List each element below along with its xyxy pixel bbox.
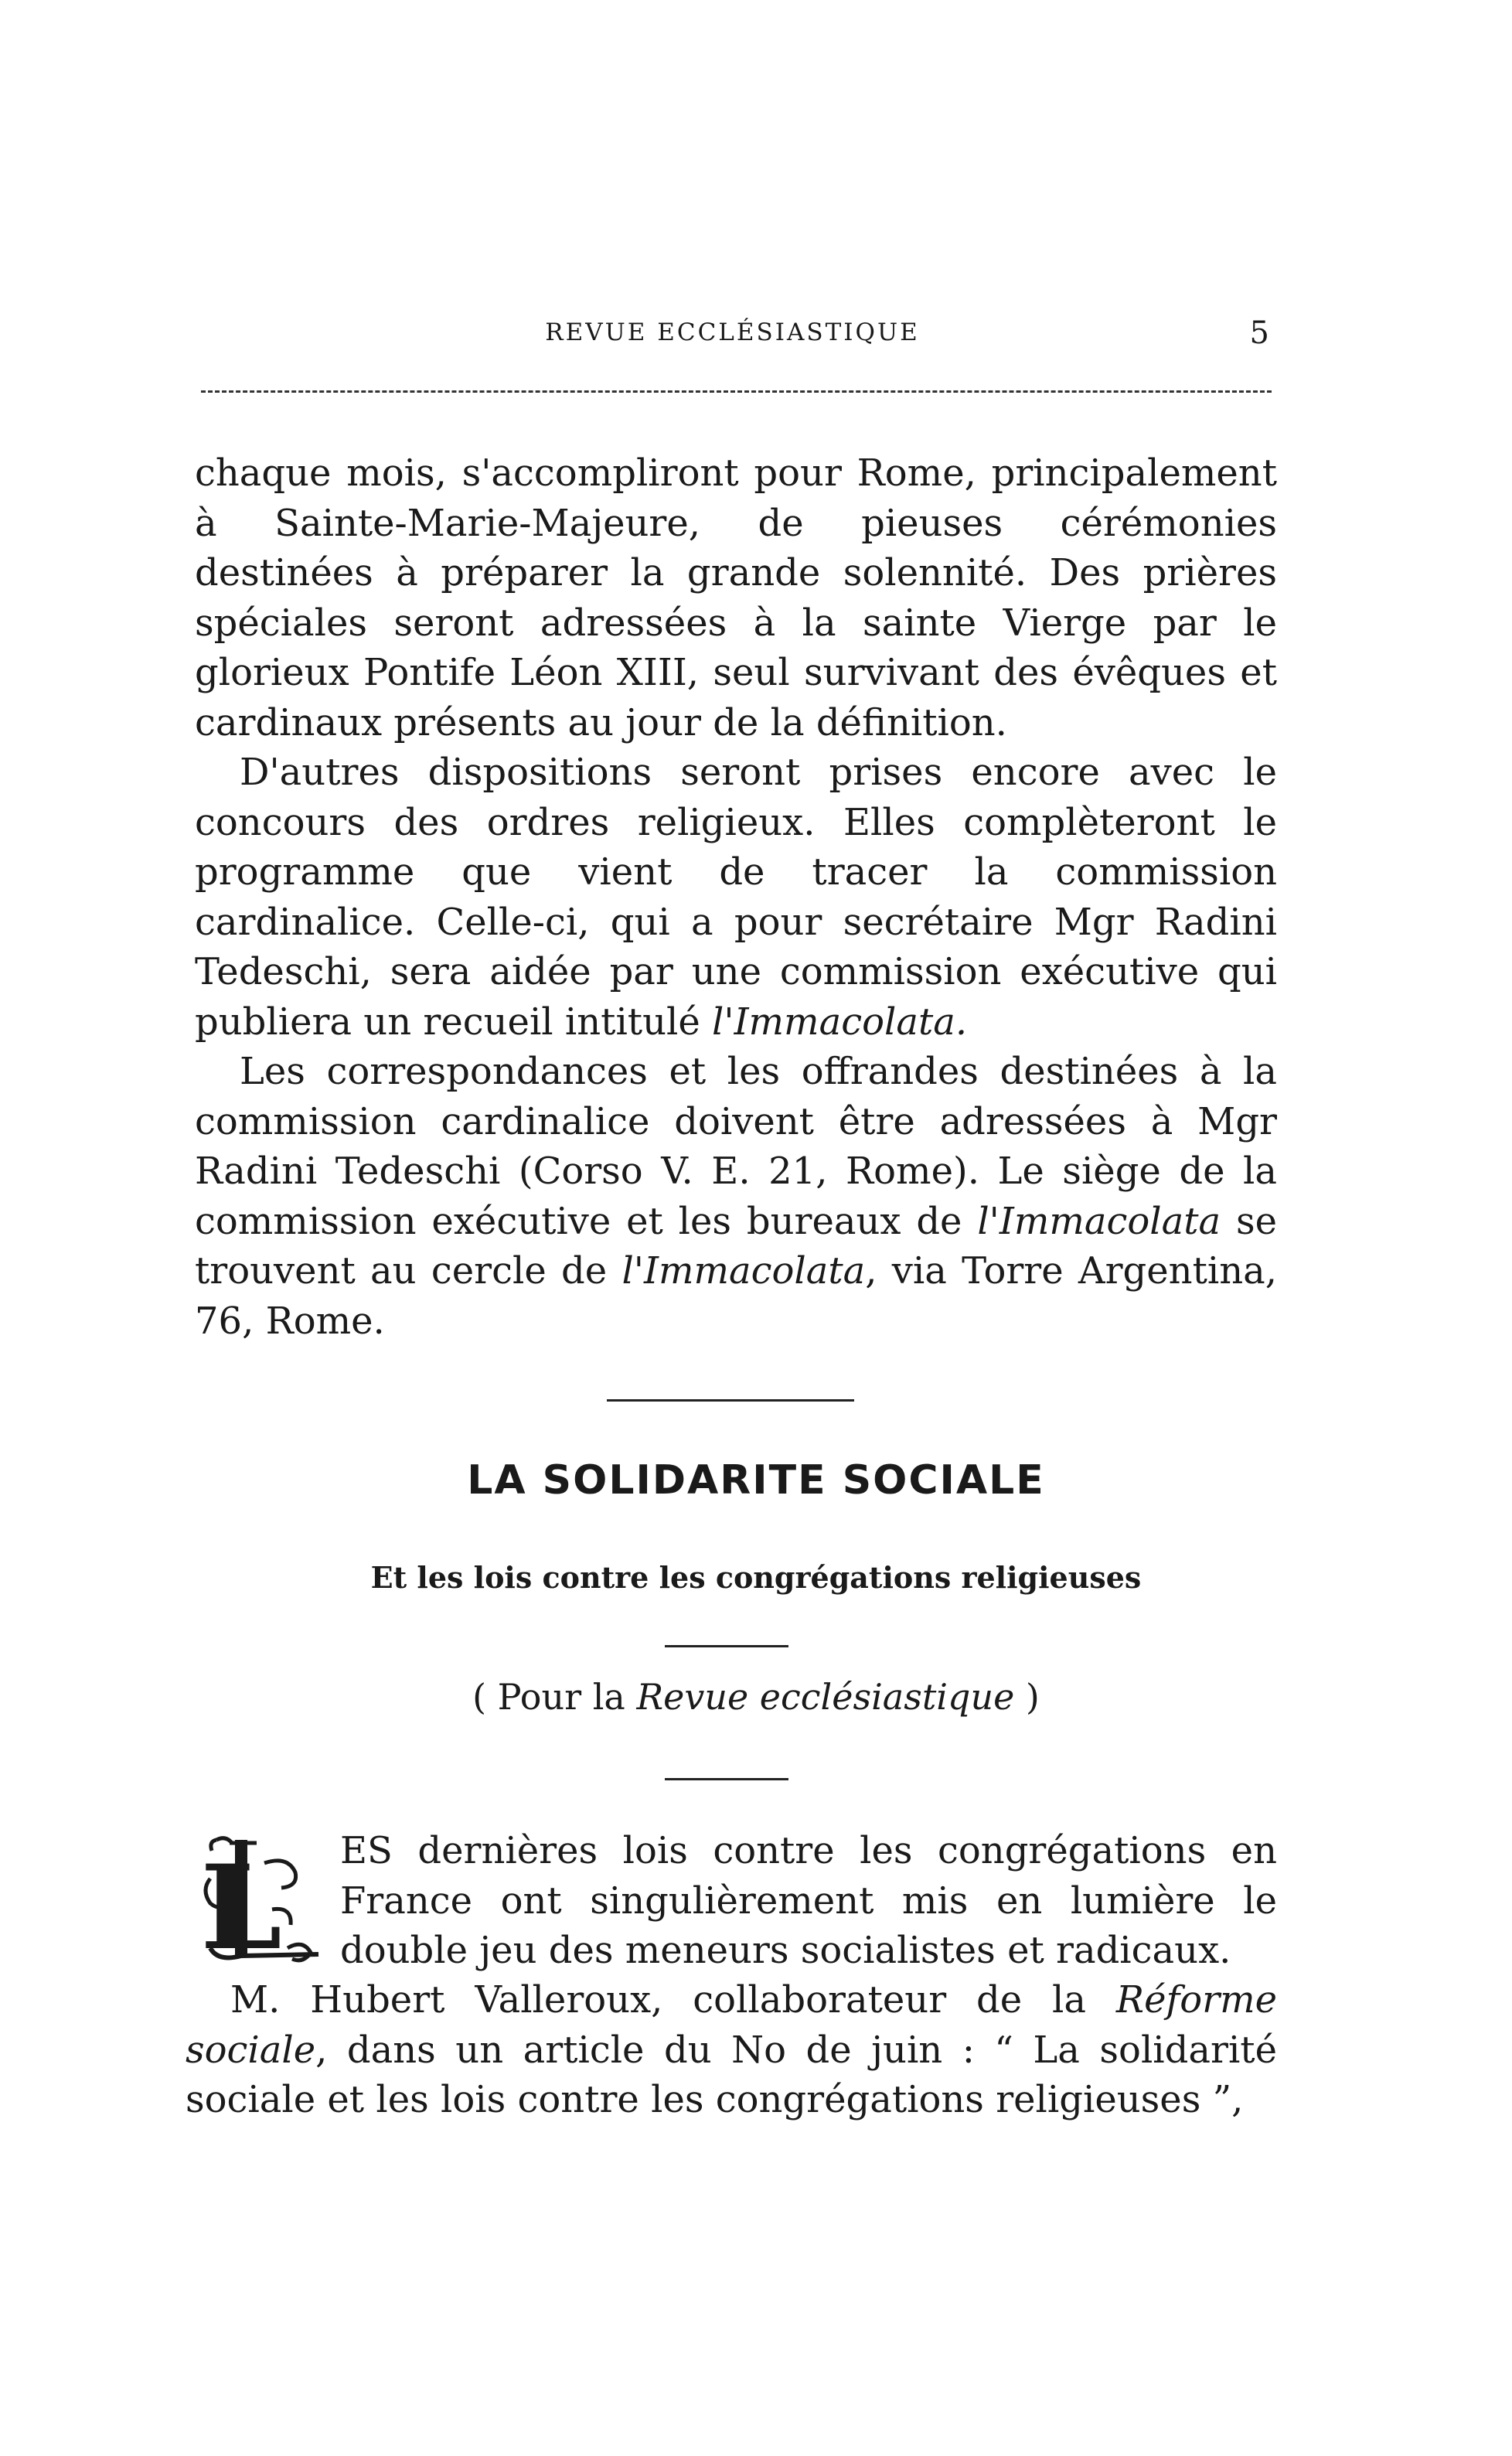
attribution-italic: Revue ecclésiastique xyxy=(636,1676,1015,1718)
article-paragraph-2-italic: Réforme sociale xyxy=(186,1978,1277,2072)
article-paragraph-2-text-a: M. Hubert Valleroux, collaborateur de la xyxy=(230,1978,1116,2022)
attribution xyxy=(0,1676,1512,1718)
opening-paragraph: ES dernières lois contre les congrégations en France ont singulièrement mis en lumière le double jeu des meneurs socialistes et radicaux. xyxy=(340,1829,1277,1972)
ornamental-dropcap-icon xyxy=(195,1832,330,1975)
article-paragraph-2 xyxy=(186,1975,1277,2125)
section-divider xyxy=(607,1399,854,1402)
paragraph-3-italic-b: l'Immacolata xyxy=(621,1249,866,1293)
paragraph-3-text-a: Les correspondances et les offrandes destinées à la commission cardinalice doivent être adressées à Mgr Radini Tedeschi (Corso V. E. 21, Rome). Le siège de la commission exécutive et les bureaux de xyxy=(195,1050,1277,1243)
dropcap-paragraph-block xyxy=(340,1826,1277,1976)
attribution-rule xyxy=(665,1778,788,1780)
paragraph-3-text-c: , via Torre Argentina, 76, Rome. xyxy=(195,1249,1278,1343)
attribution-open: ( Pour la xyxy=(472,1676,637,1718)
attribution-close: ) xyxy=(1014,1676,1040,1718)
paragraph-2 xyxy=(195,748,1277,1047)
paragraph-2-text: D'autres dispositions seront prises encore avec le concours des ordres religieux. Elles complèteront le programme que vient de tracer la commission cardinalice. Celle-ci, qui a pour secrétaire Mgr Radini Tedeschi, sera aidée par une commission exécutive qui publiera un recueil intitulé xyxy=(195,751,1277,1044)
continuation-text xyxy=(195,448,1277,1346)
article-continuation xyxy=(186,1975,1277,2125)
dropcap-letter: L xyxy=(200,1840,282,1975)
running-head xyxy=(189,315,1275,357)
article-paragraph-2-text-b: , dans un article du No de juin : “ La solidarité sociale et les lois contre les congrégations religieuses ”, xyxy=(186,2028,1277,2121)
paragraph-3-italic-a: l'Immacolata xyxy=(977,1199,1221,1243)
header-rule xyxy=(201,390,1272,393)
subtitle-rule xyxy=(665,1645,788,1647)
page-number: 5 xyxy=(1249,315,1269,351)
section-subtitle: Et les lois contre les congrégations religieuses xyxy=(370,1560,1142,1595)
paragraph-1: chaque mois, s'accompliront pour Rome, principalement à Sainte-Marie-Majeure, de pieuses cérémonies destinées à préparer la grande solennité. Des prières spéciales seront adressées à la sainte Vierge par le glorieux Pontife Léon XIII, seul survivant des évêques et cardinaux présents au jour de la définition. xyxy=(195,451,1277,744)
paragraph-3-text-b: se trouvent au cercle de xyxy=(195,1199,1278,1293)
section-title: LA SOLIDARITE SOCIALE xyxy=(467,1457,1045,1504)
paragraph-3 xyxy=(195,1047,1277,1346)
running-title: REVUE ECCLÉSIASTIQUE xyxy=(545,318,920,346)
paragraph-2-italic: l'Immacolata. xyxy=(712,1000,968,1044)
